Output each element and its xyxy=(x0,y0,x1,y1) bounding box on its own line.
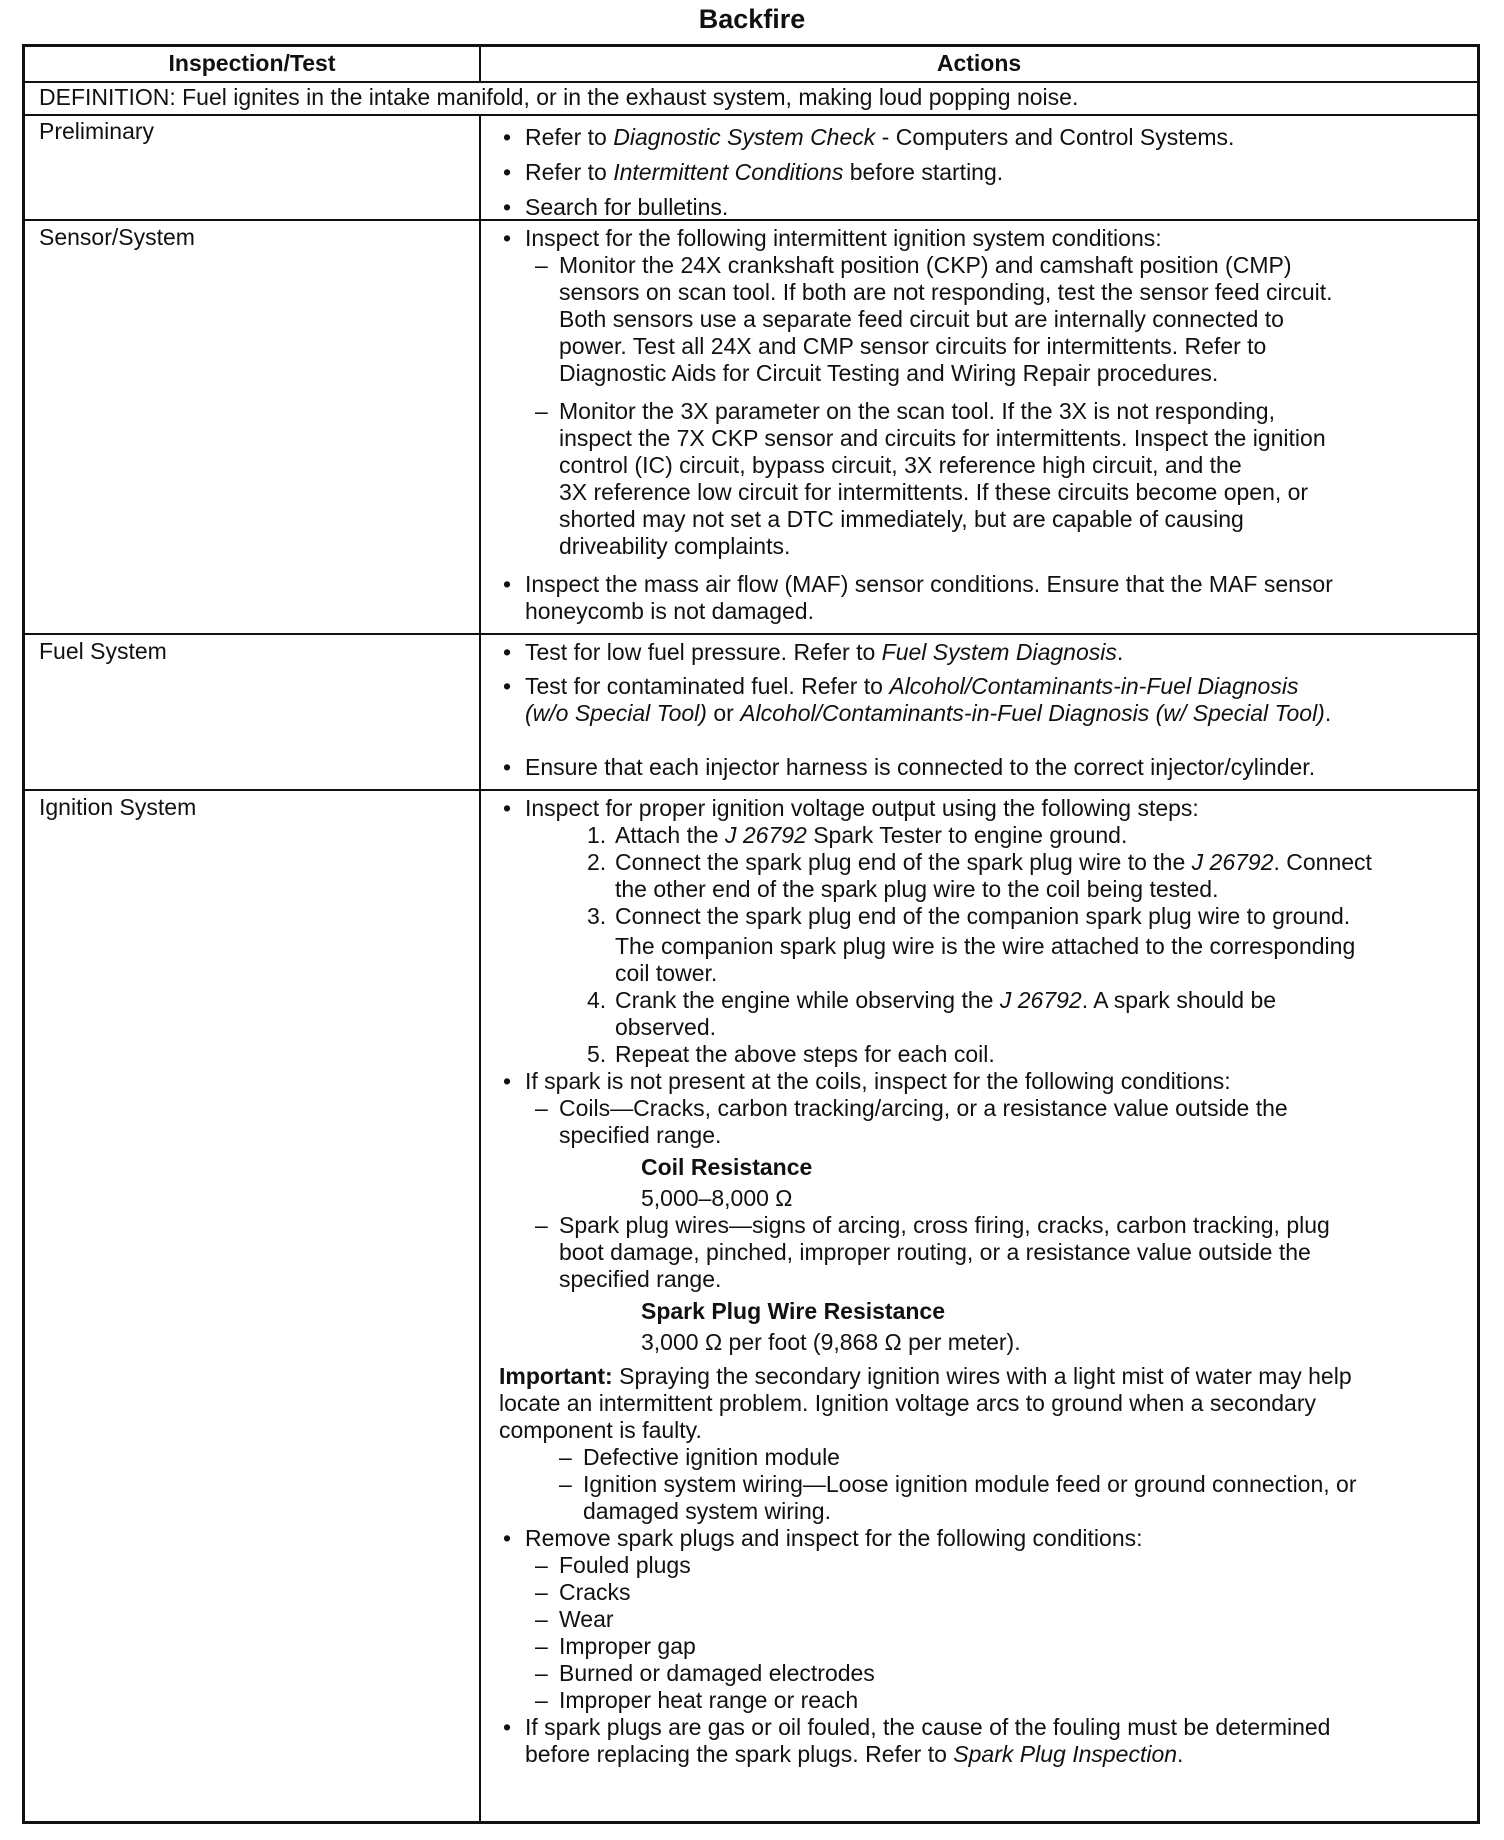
sub-item: – Defective ignition module xyxy=(499,1444,1469,1471)
sub-item: – Monitor the 24X crankshaft position (CKP) and camshaft position (CMP) sensors on scan tool. If both are not responding, test the sensor feed circuit. Both sensors use a separate feed circuit but are internally connected to power. Test all 24X and CMP sensor circuits for intermittents. Refer to Diagnostic Aids for Circuit Testing and Wiring Repair procedures. xyxy=(499,252,1469,387)
sub-item: – Ignition system wiring—Loose ignition module feed or ground connection, or damaged system wiring. xyxy=(499,1471,1469,1525)
actions-fuel-system xyxy=(499,639,1469,781)
coil-resistance-value: 5,000–8,000 Ω xyxy=(641,1185,793,1211)
list-item: • Search for bulletins. xyxy=(499,190,1469,225)
list-item: • Ensure that each injector harness is connected to the correct injector/cylinder. xyxy=(499,754,1469,781)
list-item: • Inspect for the following intermittent ignition system conditions: xyxy=(499,225,1469,252)
column-divider xyxy=(479,114,481,1821)
step-item: 2. Connect the spark plug end of the spark plug wire to the J 26792. Connect the other end of the spark plug wire to the coil being tested. xyxy=(587,849,1372,902)
step-item: 5. Repeat the above steps for each coil. xyxy=(587,1041,995,1067)
coil-resistance-heading: Coil Resistance xyxy=(641,1154,813,1180)
page-title: Backfire xyxy=(698,4,806,34)
header-divider xyxy=(25,81,1477,83)
list-item: • Remove spark plugs and inspect for the following conditions: xyxy=(499,1525,1469,1552)
sub-item: – Wear xyxy=(499,1606,1469,1633)
step-item: 1. Attach the J 26792 Spark Tester to engine ground. xyxy=(587,822,1128,848)
list-item: • Refer to Diagnostic System Check - Computers and Control Systems. xyxy=(499,120,1469,155)
step-note: The companion spark plug wire is the wire attached to the corresponding coil tower. xyxy=(615,933,1356,986)
row-label-fuel-system: Fuel System xyxy=(39,638,167,664)
wire-resistance-value: 3,000 Ω per foot (9,868 Ω per meter). xyxy=(641,1329,1021,1355)
list-item: • Refer to Intermittent Conditions before starting. xyxy=(499,155,1469,190)
diagnostic-table xyxy=(22,44,1480,1824)
definition-divider xyxy=(25,114,1477,116)
row-label-sensor-system: Sensor/System xyxy=(39,224,195,250)
list-item: • Inspect the mass air flow (MAF) sensor conditions. Ensure that the MAF sensor honeycomb is not damaged. xyxy=(499,571,1469,625)
list-item: • If spark plugs are gas or oil fouled, the cause of the fouling must be determined before replacing the spark plugs. Refer to Spark Plug Inspection. xyxy=(499,1714,1469,1768)
sub-item: – Improper heat range or reach xyxy=(499,1687,1469,1714)
sub-item: – Monitor the 3X parameter on the scan tool. If the 3X is not responding, inspect the 7X CKP sensor and circuits for intermittents. Inspect the ignition control (IC) circuit, bypass circuit, 3X reference high circuit, and the 3X reference low circuit for intermittents. If these circuits become open, or shorted may not set a DTC immediately, but are capable of causing driveability complaints. xyxy=(499,398,1469,560)
wire-resistance-heading: Spark Plug Wire Resistance xyxy=(641,1298,946,1324)
list-item: • Test for contaminated fuel. Refer to Alcohol/Contaminants-in-Fuel Diagnosis (w/o Special Tool) or Alcohol/Contaminants-in-Fuel Diagnosis (w/ Special Tool). xyxy=(499,673,1469,727)
important-note: Important: Spraying the secondary ignition wires with a light mist of water may help locate an intermittent problem. Ignition voltage arcs to ground when a secondary component is faulty. xyxy=(499,1363,1352,1443)
row-divider xyxy=(25,789,1477,791)
step-item: 3. Connect the spark plug end of the companion spark plug wire to ground. xyxy=(587,903,1351,929)
column-header-inspection: Inspection/Test xyxy=(168,50,336,76)
list-item: • If spark is not present at the coils, inspect for the following conditions: xyxy=(499,1068,1469,1095)
row-divider xyxy=(25,633,1477,635)
row-label-preliminary: Preliminary xyxy=(39,118,155,144)
column-header-actions: Actions xyxy=(936,50,1022,76)
list-item: • Inspect for proper ignition voltage output using the following steps: xyxy=(499,795,1469,822)
actions-sensor-system xyxy=(499,225,1469,625)
row-label-ignition-system: Ignition System xyxy=(39,794,197,820)
sub-item: – Fouled plugs xyxy=(499,1552,1469,1579)
sub-item: – Coils—Cracks, carbon tracking/arcing, or a resistance value outside the specified range. xyxy=(499,1095,1469,1149)
step-item: 4. Crank the engine while observing the J 26792. A spark should be observed. xyxy=(587,987,1277,1040)
sub-item: – Cracks xyxy=(499,1579,1469,1606)
definition-text: DEFINITION: Fuel ignites in the intake manifold, or in the exhaust system, making loud popping noise. xyxy=(39,84,1079,110)
sub-item: – Improper gap xyxy=(499,1633,1469,1660)
actions-preliminary xyxy=(499,120,1469,225)
actions-ignition-system xyxy=(499,795,1469,1768)
sub-item: – Spark plug wires—signs of arcing, cross firing, cracks, carbon tracking, plug boot damage, pinched, improper routing, or a resistance value outside the specified range. xyxy=(499,1212,1469,1293)
sub-item: – Burned or damaged electrodes xyxy=(499,1660,1469,1687)
list-item: • Test for low fuel pressure. Refer to Fuel System Diagnosis. xyxy=(499,639,1469,666)
